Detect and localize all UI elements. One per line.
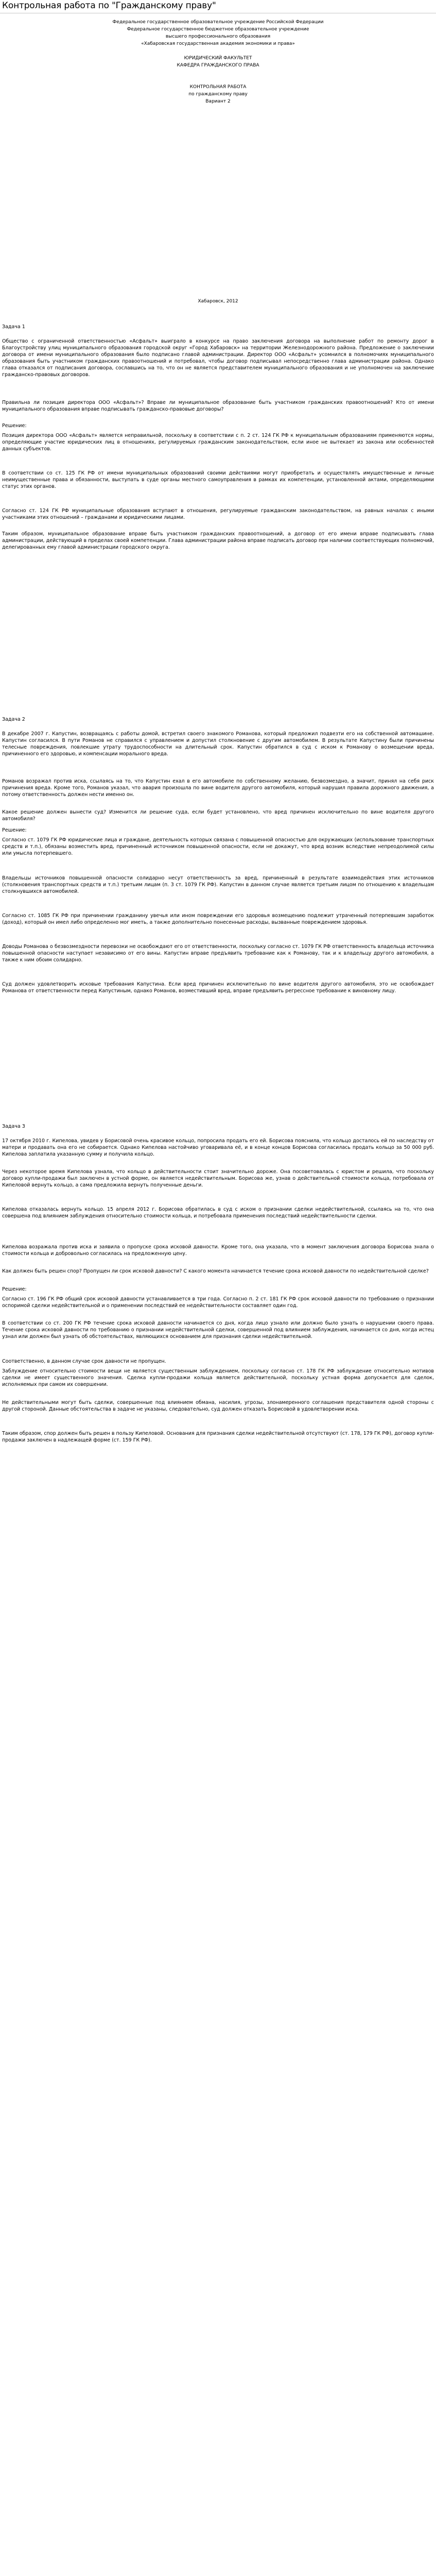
task2-paragraph: Согласно ст. 1079 ГК РФ юридические лица и граждане, деятельность которых связана с повышенной опасностью для окружающих (использование транспортных средств и т.п.), обязаны возместить вред, причиненный источником повышенной опасности, если не докажут, что вред возник вследствие непреодолимой силы или умысла потерпевшего.	[2, 837, 434, 856]
task2-paragraph: Романов возражал против иска, ссылаясь на то, что Капустин ехал в его автомобиле по собственному желанию, безвозмездно, а значит, принял на себя риск причинения вреда. Кроме того, Романов указал, что авария произошла по вине водителя другого автомобиля, который нарушил правила дорожного движения, а потому ответственность должен нести именно он.	[2, 778, 434, 798]
header-line: Федеральное государственное бюджетное образовательное учреждение	[127, 27, 309, 32]
task3-paragraph: Кипелова возражала против иска и заявила о пропуске срока исковой давности. Кроме того, она указала, что в момент заключения договора Борисова знала о стоимости кольца и добровольно согласилась на предложенную цену.	[2, 1244, 434, 1257]
task2-paragraph: В декабре 2007 г. Капустин, возвращаясь с работы домой, встретил своего знакомого Романова, который предложил подвезти его на собственной автомашине. Капустин согласился. В пути Романов не справился с управлением и допустил столкновение с другим автомобилем. В результате Капустину были причинены телесные повреждения, повлекшие утрату трудоспособности на длительный срок. Капустин обратился в суд с иском к Романову о возмещении вреда, причиненного его здоровью, и компенсации морального вреда.	[2, 731, 434, 757]
task3-solution-label: Решение:	[2, 1286, 27, 1292]
task2-solution-label: Решение:	[2, 827, 27, 833]
task3-paragraph: В соответствии со ст. 200 ГК РФ течение срока исковой давности начинается со дня, когда лицо узнало или должно было узнать о нарушении своего права. Течение срока исковой давности по требованию о признании недействительной сделки, совершенной под влиянием заблуждения, начинается со дня, когда истец узнал или должен был узнать об обстоятельствах, являющихся основанием для признания сделки недействительной.	[2, 1320, 434, 1340]
task3-paragraph: 17 октября 2010 г. Кипелова, увидев у Борисовой очень красивое кольцо, попросила продать его ей. Борисова пояснила, что кольцо досталось ей по наследству от матери и продавать она его не собирается. Однако Кипелова настойчиво уговаривала её, и в конце концов Борисова согласилась продать кольцо за 50 000 руб. Кипелова заплатила указанную сумму и получила кольцо.	[2, 1138, 434, 1157]
department-name: КАФЕДРА ГРАЖДАНСКОГО ПРАВА	[177, 63, 259, 68]
task2-paragraph: Владельцы источников повышенной опасности солидарно несут ответственность за вред, причиненный в результате взаимодействия этих источников (столкновения транспортных средств и т.п.) третьим лицам (п. 3 ст. 1079 ГК РФ). Капустин в данном случае является третьим лицом по отношению к владельцам столкнувшихся автомобилей.	[2, 875, 434, 894]
page-title: Контрольная работа по "Гражданскому праву"	[2, 1, 216, 11]
header-line: «Хабаровская государственная академия экономики и права»	[141, 41, 295, 46]
header-line: Федеральное государственное образовательное учреждение Российской Федерации	[112, 20, 324, 25]
task1-paragraph: Правильна ли позиция директора ООО «Асфальт»? Вправе ли муниципальное образование быть участником гражданских правоотношений? Кто от имени муниципального образования вправе подписывать гражданско-правовые договоры?	[2, 400, 434, 412]
task3-paragraph: Заблуждение относительно стоимости вещи не является существенным заблуждением, поскольку согласно ст. 178 ГК РФ заблуждение относительно мотивов сделки не имеет существенного значения. Сделка купли-продажи кольца является действительной, поскольку устная форма допускается для сделок, исполняемых при самом их совершении.	[2, 1368, 434, 1387]
task1-solution-label: Решение:	[2, 423, 27, 429]
header-spacer	[0, 69, 436, 83]
variant-number: Вариант 2	[205, 99, 231, 104]
subject-name: по гражданскому праву	[188, 92, 248, 97]
task3-paragraph: Таким образом, спор должен быть решен в пользу Кипеловой. Основания для признания сделки недействительной отсутствуют (ст. 178, 179 ГК РФ), договор купли-продажи заключен в надлежащей форме (ст. 159 ГК РФ).	[2, 1431, 434, 1443]
task1-paragraph: Общество с ограниченной ответственностью «Асфальт» выиграло в конкурсе на право заключения договора на выполнение работ по ремонту дорог в Благоустройству улиц муниципального образования городской округ «Город Хабаровск» на территории Железнодорожного района. Предложение о заключении договора от имени муниципального образования было подписано главой администрации. Директор ООО «Асфальт» усомнился в полномочиях муниципального образования быть участником гражданских правоотношений и потребовал, чтобы договор подписывал непосредственно глава администрации района. Однако глава отказался от подписания договора, сославшись на то, что он не является представителем муниципального образования и не уполномочен на заключение гражданско-правовых договоров.	[2, 338, 434, 378]
task1-paragraph: Согласно ст. 124 ГК РФ муниципальные образования вступают в отношения, регулируемые гражданским законодательством, на равных началах с иными участниками этих отношений – гражданами и юридическими лицами.	[2, 508, 434, 520]
city-year: Хабаровск, 2012	[198, 299, 238, 304]
task1-paragraph: Позиция директора ООО «Асфальт» является неправильной, поскольку в соответствии с п. 2 ст. 124 ГК РФ к муниципальным образованиям применяются нормы, определяющие участие юридических лиц в отношениях, регулируемых гражданским законодательством, если иное не вытекает из закона или особенностей данных субъектов.	[2, 433, 434, 452]
title-page-header	[0, 19, 436, 105]
task3-paragraph: Согласно ст. 196 ГК РФ общий срок исковой давности устанавливается в три года. Согласно п. 2 ст. 181 ГК РФ срок исковой давности по требованию о признании оспоримой сделки недействительной и о применении последствий ее недействительности составляет один год.	[2, 1296, 434, 1309]
task3-paragraph: Соответственно, в данном случае срок давности не пропущен.	[2, 1359, 166, 1364]
task3-paragraph: Не действительными могут быть сделки, совершенные под влиянием обмана, насилия, угрозы, злонамеренного соглашения представителя одной стороны с другой стороной. Данные обстоятельства в задаче не указаны, следовательно, суд должен отказать Борисовой в удовлетворении иска.	[2, 1400, 434, 1412]
header-line: высшего профессионального образования	[165, 34, 271, 39]
task3-paragraph: Через некоторое время Кипелова узнала, что кольцо в действительности стоит значительно дороже. Она посоветовалась с юристом и решила, что поскольку договор купли-продажи был заключен в устной форме, он является недействительным. Борисова же, узнав о действительной стоимости кольца, потребовала от Кипеловой вернуть кольцо, а сама предложила вернуть полученные деньги.	[2, 1169, 434, 1188]
task3-heading: Задача 3	[2, 1124, 25, 1129]
header-spacer	[0, 47, 436, 55]
task1-paragraph: В соответствии со ст. 125 ГК РФ от имени муниципальных образований своими действиями могут приобретать и осуществлять имущественные и личные неимущественные права и обязанности, выступать в суде органы местного самоуправления в рамках их компетенции, установленной актами, определяющими статус этих органов.	[2, 470, 434, 489]
task2-heading: Задача 2	[2, 717, 25, 722]
task3-paragraph: Как должен быть решен спор? Пропущен ли срок исковой давности? С какого момента начинается течение срока исковой давности по недействительной сделке?	[2, 1268, 429, 1274]
task2-paragraph: Суд должен удовлетворить исковые требования Капустина. Если вред причинен исключительно по вине водителя другого автомобиля, это не освобождает Романова от ответственности перед Капустиным, однако Романов, возместивший вред, вправе предъявить регрессное требование к виновному лицу.	[2, 981, 434, 994]
task2-paragraph: Согласно ст. 1085 ГК РФ при причинении гражданину увечья или ином повреждении его здоровья возмещению подлежит утраченный потерпевшим заработок (доход), который он имел либо определенно мог иметь, а также дополнительно понесенные расходы, вызванные повреждением здоровья.	[2, 913, 434, 925]
task1-heading: Задача 1	[2, 324, 25, 330]
task1-paragraph: Таким образом, муниципальное образование вправе быть участником гражданских правоотношений, а договор от его имени вправе подписывать глава администрации, действующий в пределах своей компетенции. Глава администрации района вправе подписать договор при наличии соответствующих полномочий, делегированных ему главой администрации городского округа.	[2, 531, 434, 550]
faculty-name: ЮРИДИЧЕСКИЙ ФАКУЛЬТЕТ	[184, 56, 252, 61]
task2-paragraph: Какое решение должен вынести суд? Изменится ли решение суда, если будет установлено, что вред причинен исключительно по вине водителя другого автомобиля?	[2, 809, 434, 822]
work-type: КОНТРОЛЬНАЯ РАБОТА	[189, 84, 247, 90]
task2-paragraph: Доводы Романова о безвозмездности перевозки не освобождают его от ответственности, поскольку согласно ст. 1079 ГК РФ ответственность владельца источника повышенной опасности наступает независимо от его вины. Капустин вправе предъявить требование как к Романову, так и к владельцу другого автомобиля, а также к ним обоим солидарно.	[2, 944, 434, 963]
task3-paragraph: Кипелова отказалась вернуть кольцо. 15 апреля 2012 г. Борисова обратилась в суд с иском о признании сделки недействительной, ссылаясь на то, что она совершена под влиянием заблуждения относительно стоимости кольца, и потребовала применения последствий недействительности сделки.	[2, 1207, 434, 1219]
